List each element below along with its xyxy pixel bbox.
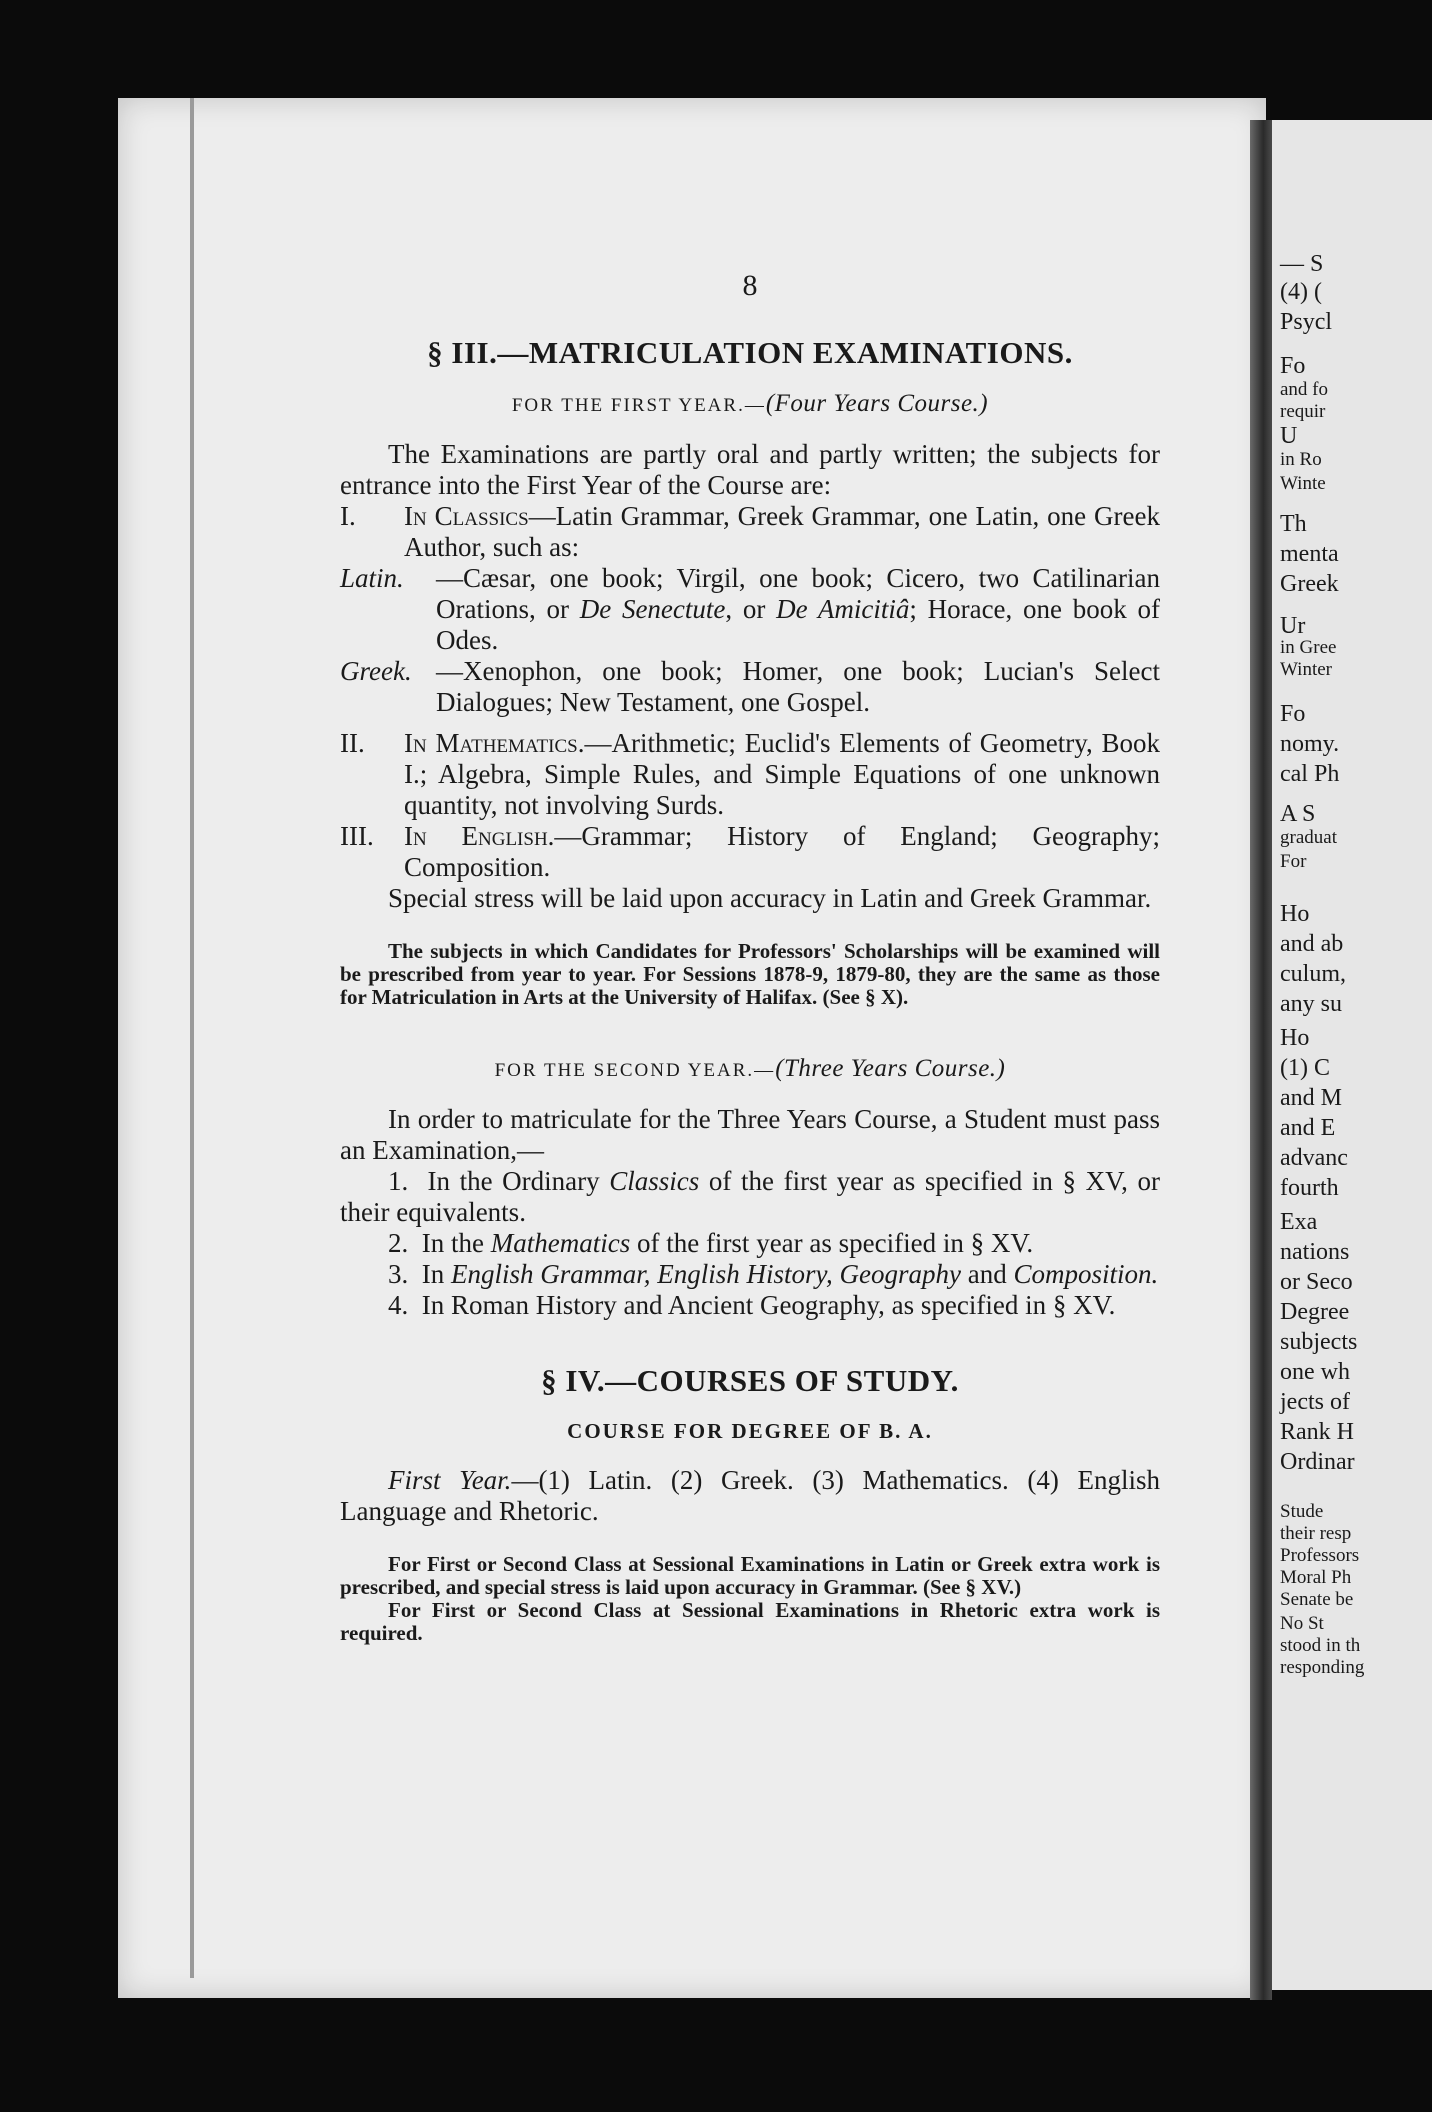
right-page-fragment-line: Fo xyxy=(1280,701,1306,727)
first-year-heading: FOR THE FIRST YEAR.—(Four Years Course.) xyxy=(511,390,989,417)
right-page-fragment-line: nomy. xyxy=(1280,731,1340,757)
second-year-req-3: 3. In English Grammar, English History, Geography and Composition. xyxy=(388,1259,1159,1289)
right-page-fragment-line: Fo xyxy=(1280,353,1306,379)
right-page-fragment-line: For xyxy=(1280,851,1307,872)
right-page-fragment-line: No St xyxy=(1280,1613,1324,1634)
right-page-fragment-line: stood in th xyxy=(1280,1635,1361,1656)
ba-first-year: First Year.—(1) Latin. (2) Greek. (3) Mathematics. (4) English Language and Rhetoric. xyxy=(340,1465,1160,1526)
right-page-fragment-line: Ordinar xyxy=(1280,1449,1355,1475)
requirement-mathematics: II. In Mathematics.—Arithmetic; Euclid's Elements of Geometry, Book I.; Algebra, Simple Rules, and Simple Equations of one unknown quantity, not involving Surds. xyxy=(340,728,1161,820)
right-page-fragment-line: (4) ( xyxy=(1280,279,1322,305)
right-page-fragment-line: Winter xyxy=(1280,659,1332,680)
right-page-fragment-line: and M xyxy=(1280,1085,1342,1111)
section-title-matriculation: § III.—MATRICULATION EXAMINATIONS. xyxy=(427,335,1073,370)
page-content xyxy=(340,270,1160,1645)
requirement-classics: I. In Classics—Latin Grammar, Greek Grammar, one Latin, one Greek Author, such as: xyxy=(340,501,1161,562)
right-page-fragment-line: Degree xyxy=(1280,1299,1350,1325)
right-page-fragment-line: jects of xyxy=(1280,1389,1350,1415)
right-page-fragment-line: nations xyxy=(1280,1239,1350,1265)
right-page-fragment-line: (1) C xyxy=(1280,1055,1330,1081)
ba-course-heading: COURSE FOR DEGREE OF B. A. xyxy=(567,1419,933,1443)
right-page-fragment-line: subjects xyxy=(1280,1329,1358,1355)
right-page-fragment-line: — S xyxy=(1280,251,1324,277)
latin-authors: Latin. —Cæsar, one book; Virgil, one book; Cicero, two Catilinarian Orations, or De Senectute, or De Amicitiâ; Horace, one book of Odes. xyxy=(340,563,1161,655)
right-page-fragment-line: Ho xyxy=(1280,1025,1310,1051)
grammar-stress-note: Special stress will be laid upon accuracy in Latin and Greek Grammar. xyxy=(388,883,1152,913)
page-right-fragment xyxy=(1272,120,1432,1990)
right-page-fragment-line: Stude xyxy=(1280,1501,1324,1522)
right-page-fragment-line: Psycl xyxy=(1280,309,1333,335)
right-page-fragment-line: U xyxy=(1280,423,1298,449)
matriculation-intro: The Examinations are partly oral and partly written; the subjects for entrance into the First Year of the Course are: xyxy=(340,439,1160,500)
right-page-fragment-line: culum, xyxy=(1280,961,1346,987)
right-page-fragment-line: Greek xyxy=(1280,571,1339,597)
right-page-fragment-line: one wh xyxy=(1280,1359,1350,1385)
right-page-fragment-line: Ur xyxy=(1280,613,1306,639)
right-page-fragment-line: or Seco xyxy=(1280,1269,1353,1295)
section-title-courses: § IV.—COURSES OF STUDY. xyxy=(541,1363,959,1398)
right-page-fragment-line: fourth xyxy=(1280,1175,1339,1201)
right-page-fragment-line: Th xyxy=(1280,511,1307,537)
binding-line xyxy=(190,98,194,1978)
right-page-fragment-line: A S xyxy=(1280,801,1316,827)
right-page-fragment-line: Exa xyxy=(1280,1209,1318,1235)
book-gutter xyxy=(1250,120,1272,2000)
second-year-req-1: 1. In the Ordinary Classics of the first year as specified in § XV, or their equivalents. xyxy=(340,1166,1160,1227)
sessional-note-rhetoric: For First or Second Class at Sessional Examinations in Rhetoric extra work is required. xyxy=(340,1598,1160,1645)
right-page-fragment-line: and ab xyxy=(1280,931,1344,957)
sessional-note-classics: For First or Second Class at Sessional Examinations in Latin or Greek extra work is prescribed, and special stress is laid upon accuracy in Grammar. (See § XV.) xyxy=(340,1552,1160,1599)
right-page-fragment-line: Moral Ph xyxy=(1280,1567,1352,1588)
right-page-fragment-line: their resp xyxy=(1280,1523,1352,1544)
right-page-fragment-line: menta xyxy=(1280,541,1339,567)
right-page-fragment-line: and fo xyxy=(1280,379,1329,400)
right-page-fragment-line: requir xyxy=(1280,401,1326,422)
right-page-fragment-line: Ho xyxy=(1280,901,1310,927)
right-page-fragment-line: Senate be xyxy=(1280,1589,1354,1610)
requirement-english: III. In English.—Grammar; History of England; Geography; Composition. xyxy=(340,821,1160,882)
right-page-fragment-line: any su xyxy=(1280,991,1342,1017)
right-page-fragment-line: and E xyxy=(1280,1115,1336,1141)
greek-authors: Greek. —Xenophon, one book; Homer, one book; Lucian's Select Dialogues; New Testament, one Gospel. xyxy=(340,656,1160,717)
second-year-req-4: 4. In Roman History and Ancient Geography, as specified in § XV. xyxy=(388,1290,1116,1320)
right-page-fragment-line: responding xyxy=(1280,1657,1365,1678)
right-page-fragment-line: graduat xyxy=(1280,827,1337,848)
second-year-heading: FOR THE SECOND YEAR.—(Three Years Course.) xyxy=(494,1055,1006,1082)
right-page-fragment-line: in Gree xyxy=(1280,637,1337,658)
right-page-fragment-line: Rank H xyxy=(1280,1419,1354,1445)
second-year-intro: In order to matriculate for the Three Years Course, a Student must pass an Examination,— xyxy=(340,1104,1160,1165)
right-page-fragment-line: cal Ph xyxy=(1280,761,1340,787)
scholarship-note: The subjects in which Candidates for Professors' Scholarships will be examined will be prescribed from year to year. For Sessions 1878-9, 1879-80, they are the same as those for Matriculation in Arts at the University of Halifax. (See § X). xyxy=(340,939,1160,1009)
right-page-fragment-line: Professors xyxy=(1280,1545,1360,1566)
right-page-fragment-line: in Ro xyxy=(1280,449,1322,470)
second-year-req-2: 2. In the Mathematics of the first year as specified in § XV. xyxy=(388,1228,1034,1258)
page-number: 8 xyxy=(742,269,758,302)
right-page-fragment-line: Winte xyxy=(1280,473,1326,494)
right-page-fragment-line: advanc xyxy=(1280,1145,1348,1171)
